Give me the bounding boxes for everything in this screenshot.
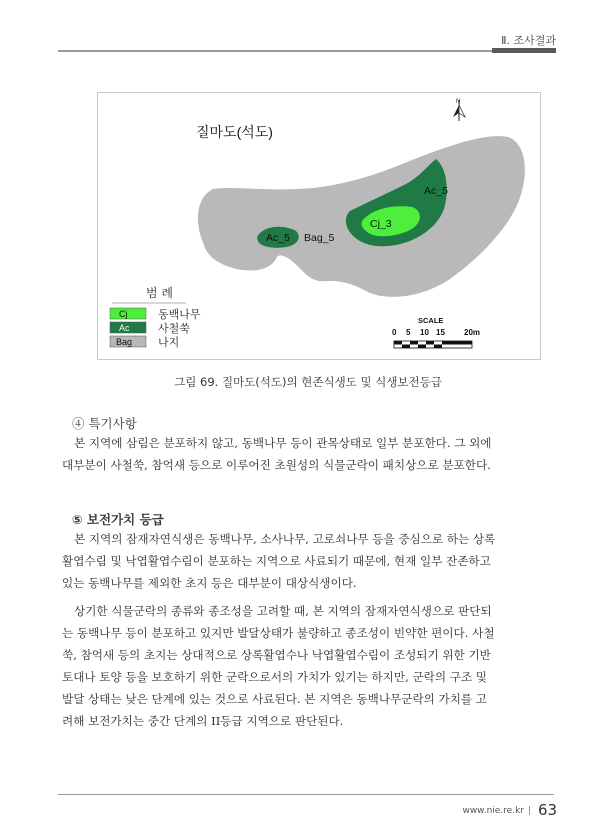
label-cj: Cj_3 bbox=[370, 218, 392, 230]
section4-heading: ④ 특기사항 bbox=[72, 416, 137, 431]
legend-code-cj: Cj bbox=[119, 309, 128, 319]
map-title: 질마도(석도) bbox=[196, 124, 273, 140]
map-legend bbox=[110, 285, 201, 349]
section4-line-2: 대부분이 사철쑥, 참억새 등으로 이루어진 초원성의 식물군락이 패치상으로 분포한다. bbox=[62, 458, 491, 472]
scale-tick-15: 15 bbox=[436, 328, 445, 337]
section4-paragraph bbox=[62, 432, 556, 476]
scale-title: SCALE bbox=[418, 316, 444, 325]
legend-code-ac: Ac bbox=[119, 323, 130, 333]
page-number: 63 bbox=[538, 801, 558, 819]
section4-line-1: 본 지역에 삼림은 분포하지 않고, 동백나무 등이 관목상태로 일부 분포한다. 그 외에 bbox=[74, 436, 492, 450]
legend-title: 범 례 bbox=[146, 286, 173, 300]
section5-p2-line-4: 토대나 토양 등을 보호하기 위한 군락으로서의 가치가 있기는 하지만, 군락의 구조 및 bbox=[62, 670, 488, 684]
footer-rule bbox=[58, 794, 554, 795]
header-rule bbox=[58, 50, 554, 52]
north-arrow-icon bbox=[453, 99, 465, 121]
legend-name-cj: 동백나무 bbox=[158, 308, 201, 321]
section5-paragraph-2 bbox=[62, 600, 556, 732]
legend-swatch-cj bbox=[110, 308, 146, 319]
section5-heading: ⑤ 보전가치 등급 bbox=[72, 512, 164, 527]
footer-separator: | bbox=[528, 806, 532, 816]
footer-url: www.nie.re.kr bbox=[462, 806, 524, 816]
vegetation-map-figure bbox=[97, 92, 541, 360]
scale-tick-20: 20m bbox=[464, 328, 481, 337]
section5-p1-line-3: 있는 동백나무를 제외한 초지 등은 대부분이 대상식생이다. bbox=[62, 576, 357, 590]
section5-p1-line-1: 본 지역의 잠재자연식생은 동백나무, 소사나무, 고로쇠나무 등을 중심으로 하는 상록 bbox=[74, 532, 496, 546]
section5-p2-line-2: 는 동백나무 등이 분포하고 있지만 발달상태가 불량하고 종조성이 빈약한 편이다. 사철 bbox=[62, 626, 495, 640]
legend-name-bag: 나지 bbox=[158, 336, 180, 349]
section5-p2-line-5: 발달 상태는 낮은 단계에 있는 것으로 사료된다. 본 지역은 동백나무군락의 가치를 고 bbox=[62, 692, 488, 706]
header-accent-bar bbox=[492, 48, 556, 53]
figure-caption: 그림 69. 질마도(석도)의 현존식생도 및 식생보전등급 bbox=[174, 375, 442, 389]
scale-tick-5: 5 bbox=[406, 328, 411, 337]
label-bag: Bag_5 bbox=[304, 232, 335, 244]
legend-code-bag: Bag bbox=[116, 337, 133, 347]
legend-name-ac: 사철쑥 bbox=[158, 322, 190, 335]
scale-tick-10: 10 bbox=[420, 328, 429, 337]
scale-bar bbox=[392, 316, 480, 348]
section5-p2-line-6: 려해 보전가치는 중간 단계의 II등급 지역으로 판단된다. bbox=[62, 714, 344, 728]
north-label: N bbox=[456, 99, 461, 105]
label-ac-left: Ac_5 bbox=[266, 232, 290, 244]
section5-paragraph-1 bbox=[62, 528, 556, 594]
section5-p1-line-2: 활엽수림 및 낙엽활엽수림이 분포하는 지역으로 사료되기 때문에, 현재 일부 잔존하고 bbox=[62, 554, 491, 568]
section5-p2-line-3: 쑥, 참억새 등의 초지는 상대적으로 상록활엽수나 낙엽활엽수림이 조성되기 위한 기반 bbox=[62, 648, 491, 662]
label-ac-upper: Ac_5 bbox=[424, 185, 448, 197]
section5-p2-line-1: 상기한 식물군락의 종류와 종조성을 고려할 때, 본 지역의 잠재자연식생으로 판단되 bbox=[74, 604, 492, 618]
scale-tick-0: 0 bbox=[392, 328, 397, 337]
section-label: Ⅱ. 조사결과 bbox=[501, 34, 556, 47]
